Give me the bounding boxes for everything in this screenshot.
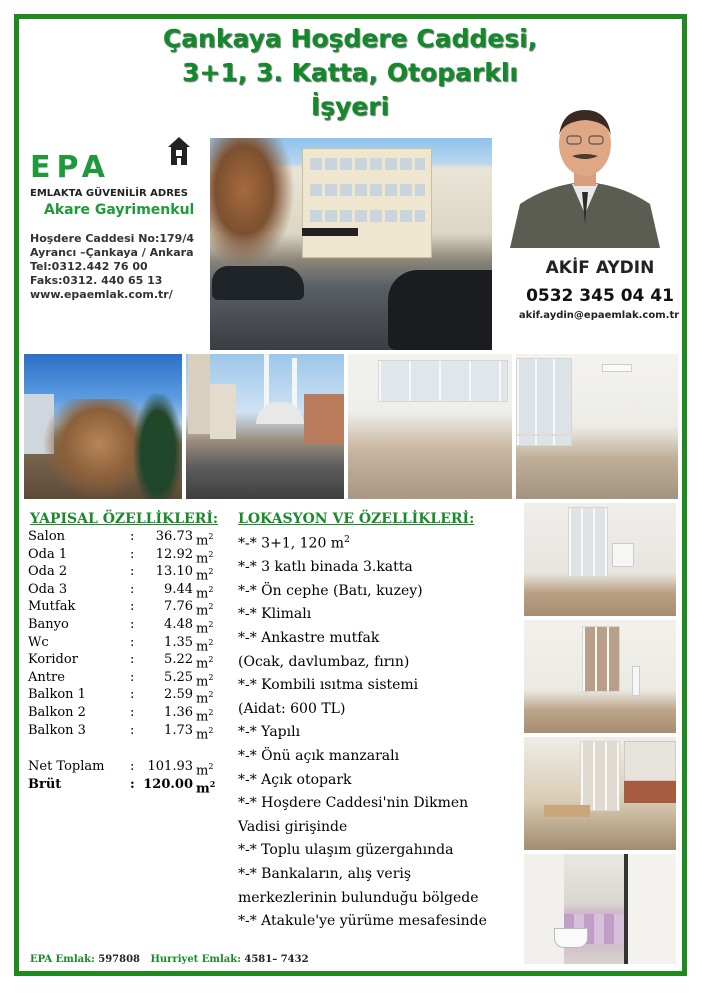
location-item: merkezlerinin bulunduğu bölgede bbox=[238, 889, 479, 906]
agent-phone[interactable]: 0532 345 04 41 bbox=[526, 286, 674, 306]
location-item: *-* Hoşdere Caddesi'nin Dikmen bbox=[238, 795, 469, 812]
room-photo-bedroom-2 bbox=[524, 620, 676, 733]
spec-label: Balkon 2 bbox=[28, 705, 86, 720]
agent-email[interactable]: akif.aydin@epaemlak.com.tr bbox=[518, 310, 680, 321]
spec-value: 5.22 bbox=[164, 652, 193, 668]
gross-total-value: 120.00 bbox=[143, 777, 193, 792]
brand-subtitle: Akare Gayrimenkul bbox=[44, 202, 195, 218]
location-item: (Aidat: 600 TL) bbox=[238, 700, 346, 717]
spec-value: 5.25 bbox=[164, 669, 193, 685]
brand-tagline: EMLAKTA GÜVENİLİR ADRES bbox=[30, 188, 188, 199]
spec-value: 36.73 bbox=[155, 529, 193, 544]
spec-label: Banyo bbox=[28, 617, 69, 632]
view-photo-mosque bbox=[186, 354, 344, 499]
building-photo bbox=[210, 138, 492, 350]
title-line-3: İşyeri bbox=[310, 92, 390, 121]
spec-value: 2.59 bbox=[164, 687, 193, 703]
spec-value: 9.44 bbox=[164, 581, 193, 597]
address-line-2: Ayrancı –Çankaya / Ankara bbox=[30, 246, 194, 259]
room-photo-bathroom bbox=[524, 854, 676, 964]
location-item: *-* 3+1, 120 $m^2$ bbox=[238, 535, 350, 552]
spec-value: 1.36 bbox=[164, 705, 193, 720]
specs-heading: YAPISAL ÖZELLİKLERİ: bbox=[30, 511, 219, 527]
location-item: *-* Klimalı bbox=[238, 606, 312, 623]
room-photo-kitchen bbox=[524, 737, 676, 850]
room-photo-salon bbox=[348, 354, 512, 499]
location-item: *-* Açık otopark bbox=[238, 771, 352, 788]
agent-photo bbox=[510, 104, 660, 248]
net-total-value: 101.93 bbox=[147, 759, 193, 774]
spec-label: Mutfak bbox=[28, 599, 76, 615]
spec-value: 1.35 bbox=[164, 634, 193, 650]
net-total-label: Net Toplam bbox=[28, 759, 105, 774]
spec-label: Balkon 1 bbox=[28, 687, 86, 703]
location-item: *-* Toplu ulaşım güzergahında bbox=[238, 842, 454, 859]
location-item: *-* Atakule'ye yürüme mesafesinde bbox=[238, 913, 487, 930]
title-line-2: 3+1, 3. Katta, Otoparklı bbox=[182, 58, 518, 87]
fax-line: Faks:0312. 440 65 13 bbox=[30, 274, 163, 287]
office-contact bbox=[30, 232, 194, 302]
location-item: *-* 3 katlı binada 3.katta bbox=[238, 559, 413, 576]
spec-value: 1.73 bbox=[164, 722, 193, 738]
spec-label: Salon bbox=[28, 529, 66, 544]
location-list bbox=[238, 529, 520, 934]
title-line-1: Çankaya Hoşdere Caddesi, bbox=[162, 24, 538, 53]
spec-label: Balkon 3 bbox=[28, 722, 86, 738]
location-item: *-* Ankastre mutfak bbox=[238, 630, 380, 647]
epa-value: 597808 bbox=[98, 954, 140, 965]
spec-label: Antre bbox=[28, 669, 65, 685]
location-item: *-* Önü açık manzaralı bbox=[238, 748, 400, 764]
hurriyet-label: Hurriyet Emlak: bbox=[150, 954, 241, 965]
agent-name: AKİF AYDIN bbox=[545, 258, 655, 278]
location-item: *-* Yapılı bbox=[238, 724, 301, 741]
location-item: Vadisi girişinde bbox=[238, 818, 348, 835]
spec-label: Wc bbox=[28, 634, 49, 650]
spec-value: 4.48 bbox=[164, 617, 193, 632]
location-heading: LOKASYON VE ÖZELLİKLERİ: bbox=[238, 511, 475, 527]
spec-label: Koridor bbox=[28, 652, 78, 668]
web-link[interactable]: www.epaemlak.com.tr/ bbox=[30, 288, 173, 301]
address-line-1: Hoşdere Caddesi No:179/4 bbox=[30, 232, 195, 245]
location-item: *-* Bankaların, alış veriş bbox=[238, 865, 412, 882]
epa-label: EPA Emlak: bbox=[30, 954, 95, 965]
location-item: *-* Ön cephe (Batı, kuzey) bbox=[238, 582, 423, 599]
gross-total-label: Brüt bbox=[28, 777, 62, 792]
spec-label: Oda 2 bbox=[28, 564, 68, 580]
spec-value: 13.10 bbox=[155, 564, 193, 580]
hurriyet-value: 4581– 7432 bbox=[244, 954, 309, 965]
spec-label: Oda 3 bbox=[28, 581, 68, 597]
footer-listing-ids bbox=[30, 954, 309, 965]
room-photo-living bbox=[516, 354, 678, 499]
brand-logo: EPA bbox=[30, 150, 111, 185]
spec-value: 12.92 bbox=[155, 546, 193, 562]
tel-line: Tel:0312.442 76 00 bbox=[30, 260, 148, 273]
spec-label: Oda 1 bbox=[28, 546, 68, 562]
location-item: *-* Kombili ısıtma sistemi bbox=[238, 677, 419, 694]
location-item: (Ocak, davlumbaz, fırın) bbox=[238, 653, 410, 670]
room-photo-bedroom-1 bbox=[524, 503, 676, 616]
spec-value: 7.76 bbox=[164, 599, 193, 615]
view-photo-trees bbox=[24, 354, 182, 499]
